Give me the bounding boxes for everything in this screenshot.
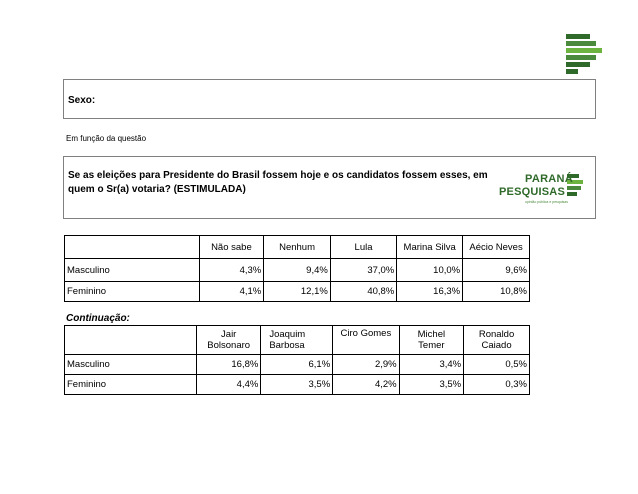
value-cell: 10,8%	[463, 282, 530, 302]
row-label: Masculino	[65, 355, 197, 375]
value-cell: 9,6%	[463, 259, 530, 282]
value-cell: 4,1%	[199, 282, 264, 302]
results-table-1	[64, 235, 530, 302]
parana-pesquisas-logo-mark-top	[566, 34, 606, 76]
value-cell: 2,9%	[333, 355, 399, 375]
value-cell: 10,0%	[397, 259, 463, 282]
continuation-label: Continuação:	[66, 313, 130, 324]
value-cell: 4,3%	[199, 259, 264, 282]
row-label: Feminino	[65, 282, 200, 302]
header-cell: Lula	[330, 236, 396, 259]
value-cell: 40,8%	[330, 282, 396, 302]
value-cell: 4,2%	[333, 375, 399, 395]
table-row	[65, 259, 530, 282]
logo-name-line2: PESQUISAS	[499, 186, 565, 198]
header-cell	[65, 236, 200, 259]
section-title: Sexo:	[68, 95, 96, 106]
row-label: Feminino	[65, 375, 197, 395]
value-cell: 4,4%	[197, 375, 261, 395]
table-header-row	[65, 236, 530, 259]
header-cell: Jair Bolsonaro	[197, 326, 261, 355]
header-cell: Ciro Gomes	[333, 326, 399, 355]
table-row	[65, 355, 530, 375]
value-cell: 12,1%	[264, 282, 331, 302]
value-cell: 0,3%	[464, 375, 530, 395]
value-cell: 37,0%	[330, 259, 396, 282]
header-cell: Michel Temer	[399, 326, 464, 355]
section-title-box	[63, 79, 596, 119]
question-text: Se as eleições para Presidente do Brasil fossem hoje e os candidatos fossem esses, em quem o Sr(a) votaria? (ESTIMULADA)	[68, 170, 488, 195]
header-cell: Aécio Neves	[463, 236, 530, 259]
value-cell: 0,5%	[464, 355, 530, 375]
header-cell: Nenhum	[264, 236, 331, 259]
value-cell: 3,5%	[261, 375, 333, 395]
logo-name-line1: PARANÁ	[525, 173, 574, 185]
table-header-row	[65, 326, 530, 355]
value-cell: 16,8%	[197, 355, 261, 375]
section-subtitle: Em função da questão	[66, 134, 147, 143]
value-cell: 6,1%	[261, 355, 333, 375]
header-cell: Marina Silva	[397, 236, 463, 259]
value-cell: 9,4%	[264, 259, 331, 282]
header-cell: Joaquim Barbosa	[261, 326, 333, 355]
header-cell: Não sabe	[199, 236, 264, 259]
row-label: Masculino	[65, 259, 200, 282]
value-cell: 3,5%	[399, 375, 464, 395]
results-table-2	[64, 325, 530, 395]
value-cell: 3,4%	[399, 355, 464, 375]
value-cell: 16,3%	[397, 282, 463, 302]
table-row	[65, 375, 530, 395]
header-cell	[65, 326, 197, 355]
table-row	[65, 282, 530, 302]
logo-tagline: opinião pública e pesquisas	[525, 200, 569, 204]
header-cell: Ronaldo Caiado	[464, 326, 530, 355]
